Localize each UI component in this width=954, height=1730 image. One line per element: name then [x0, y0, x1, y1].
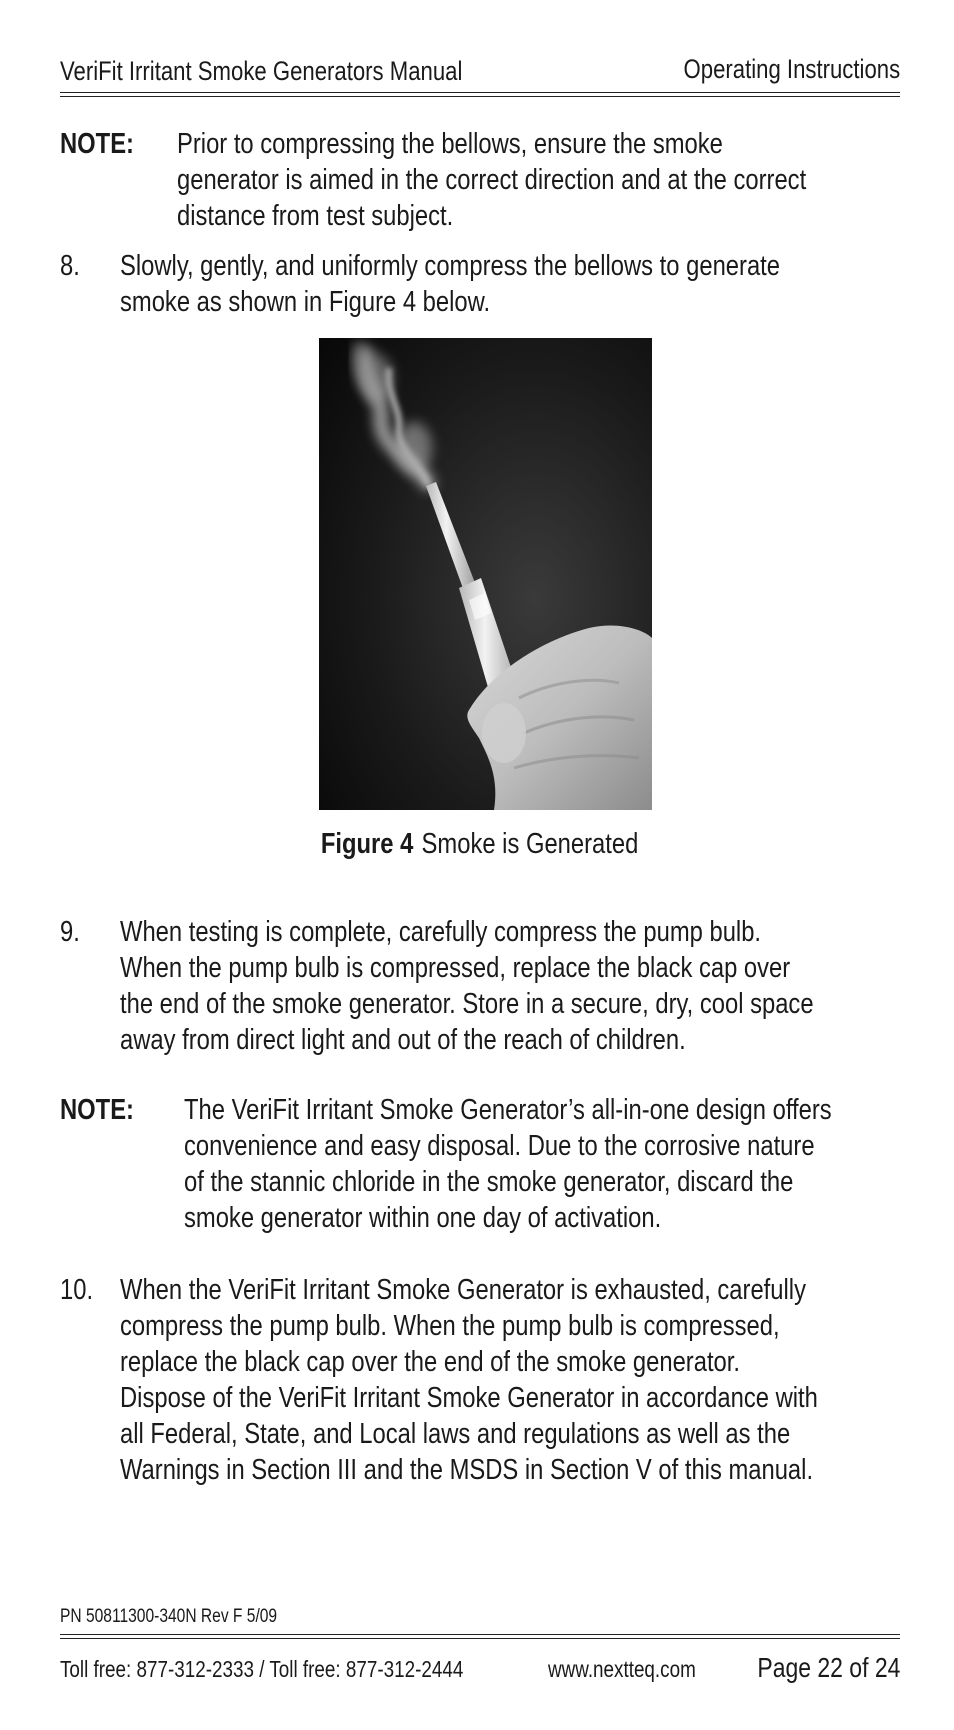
section-title: Operating Instructions — [683, 54, 900, 84]
note-text — [177, 126, 944, 234]
note-all-in-one-design — [60, 1092, 900, 1236]
step-text — [120, 914, 954, 1058]
figure-smoke-photo — [319, 338, 652, 810]
text-line: away from direct light and out of the reach of children. — [120, 1024, 686, 1056]
page-number: Page 22 of 24 — [757, 1652, 900, 1683]
manual-page — [60, 0, 900, 1730]
note-prior-compressing — [60, 126, 900, 234]
text-line: smoke generator within one day of activation. — [184, 1202, 662, 1234]
text-line: convenience and easy disposal. Due to the corrosive nature — [184, 1130, 815, 1162]
part-number: PN 50811300-340N Rev F 5/09 — [60, 1606, 278, 1627]
page-header — [60, 52, 900, 92]
figure-caption — [60, 826, 900, 862]
text-line: distance from test subject. — [177, 200, 454, 232]
text-line: all Federal, State, and Local laws and regulations as well as the — [120, 1418, 791, 1450]
text-line: of the stannic chloride in the smoke generator, discard the — [184, 1166, 794, 1198]
footer-divider — [60, 1634, 900, 1639]
step-number: 9. — [60, 916, 80, 948]
text-line: Prior to compressing the bellows, ensure the smoke — [177, 128, 723, 160]
note-label: NOTE: — [60, 1094, 134, 1126]
manual-title: VeriFit Irritant Smoke Generators Manual — [60, 56, 463, 86]
figure-caption-text: Smoke is Generated — [421, 828, 639, 860]
step-text — [120, 1272, 954, 1488]
step-text — [120, 248, 925, 320]
step-9 — [60, 914, 900, 1058]
text-line: generator is aimed in the correct direction and at the correct — [177, 164, 807, 196]
text-line: replace the black cap over the end of the smoke generator. — [120, 1346, 740, 1378]
text-line: Dispose of the VeriFit Irritant Smoke Generator in accordance with — [120, 1382, 818, 1414]
text-line: Warnings in Section III and the MSDS in Section V of this manual. — [120, 1454, 814, 1486]
text-line: When testing is complete, carefully compress the pump bulb. — [120, 916, 762, 948]
toll-free-phone: Toll free: 877-312-2333 / Toll free: 877-312-2444 — [60, 1656, 464, 1682]
text-line: the end of the smoke generator. Store in a secure, dry, cool space — [120, 988, 814, 1020]
step-number: 10. — [60, 1274, 94, 1306]
note-label: NOTE: — [60, 128, 134, 160]
text-line: smoke as shown in Figure 4 below. — [120, 286, 491, 318]
step-10 — [60, 1272, 900, 1488]
text-line: When the pump bulb is compressed, replace the black cap over — [120, 952, 791, 984]
note-text — [184, 1092, 954, 1236]
step-number: 8. — [60, 250, 80, 282]
text-line: The VeriFit Irritant Smoke Generator’s all-in-one design offers — [184, 1094, 832, 1126]
figure-label: Figure 4 — [321, 828, 414, 860]
header-divider — [60, 92, 900, 97]
text-line: Slowly, gently, and uniformly compress the bellows to generate — [120, 250, 781, 282]
page-footer — [60, 1652, 900, 1688]
step-8 — [60, 248, 900, 320]
text-line: compress the pump bulb. When the pump bulb is compressed, — [120, 1310, 780, 1342]
website-link[interactable]: www.nextteq.com — [548, 1656, 696, 1682]
text-line: When the VeriFit Irritant Smoke Generator is exhausted, carefully — [120, 1274, 806, 1306]
smoke-generator-illustration — [319, 338, 652, 810]
